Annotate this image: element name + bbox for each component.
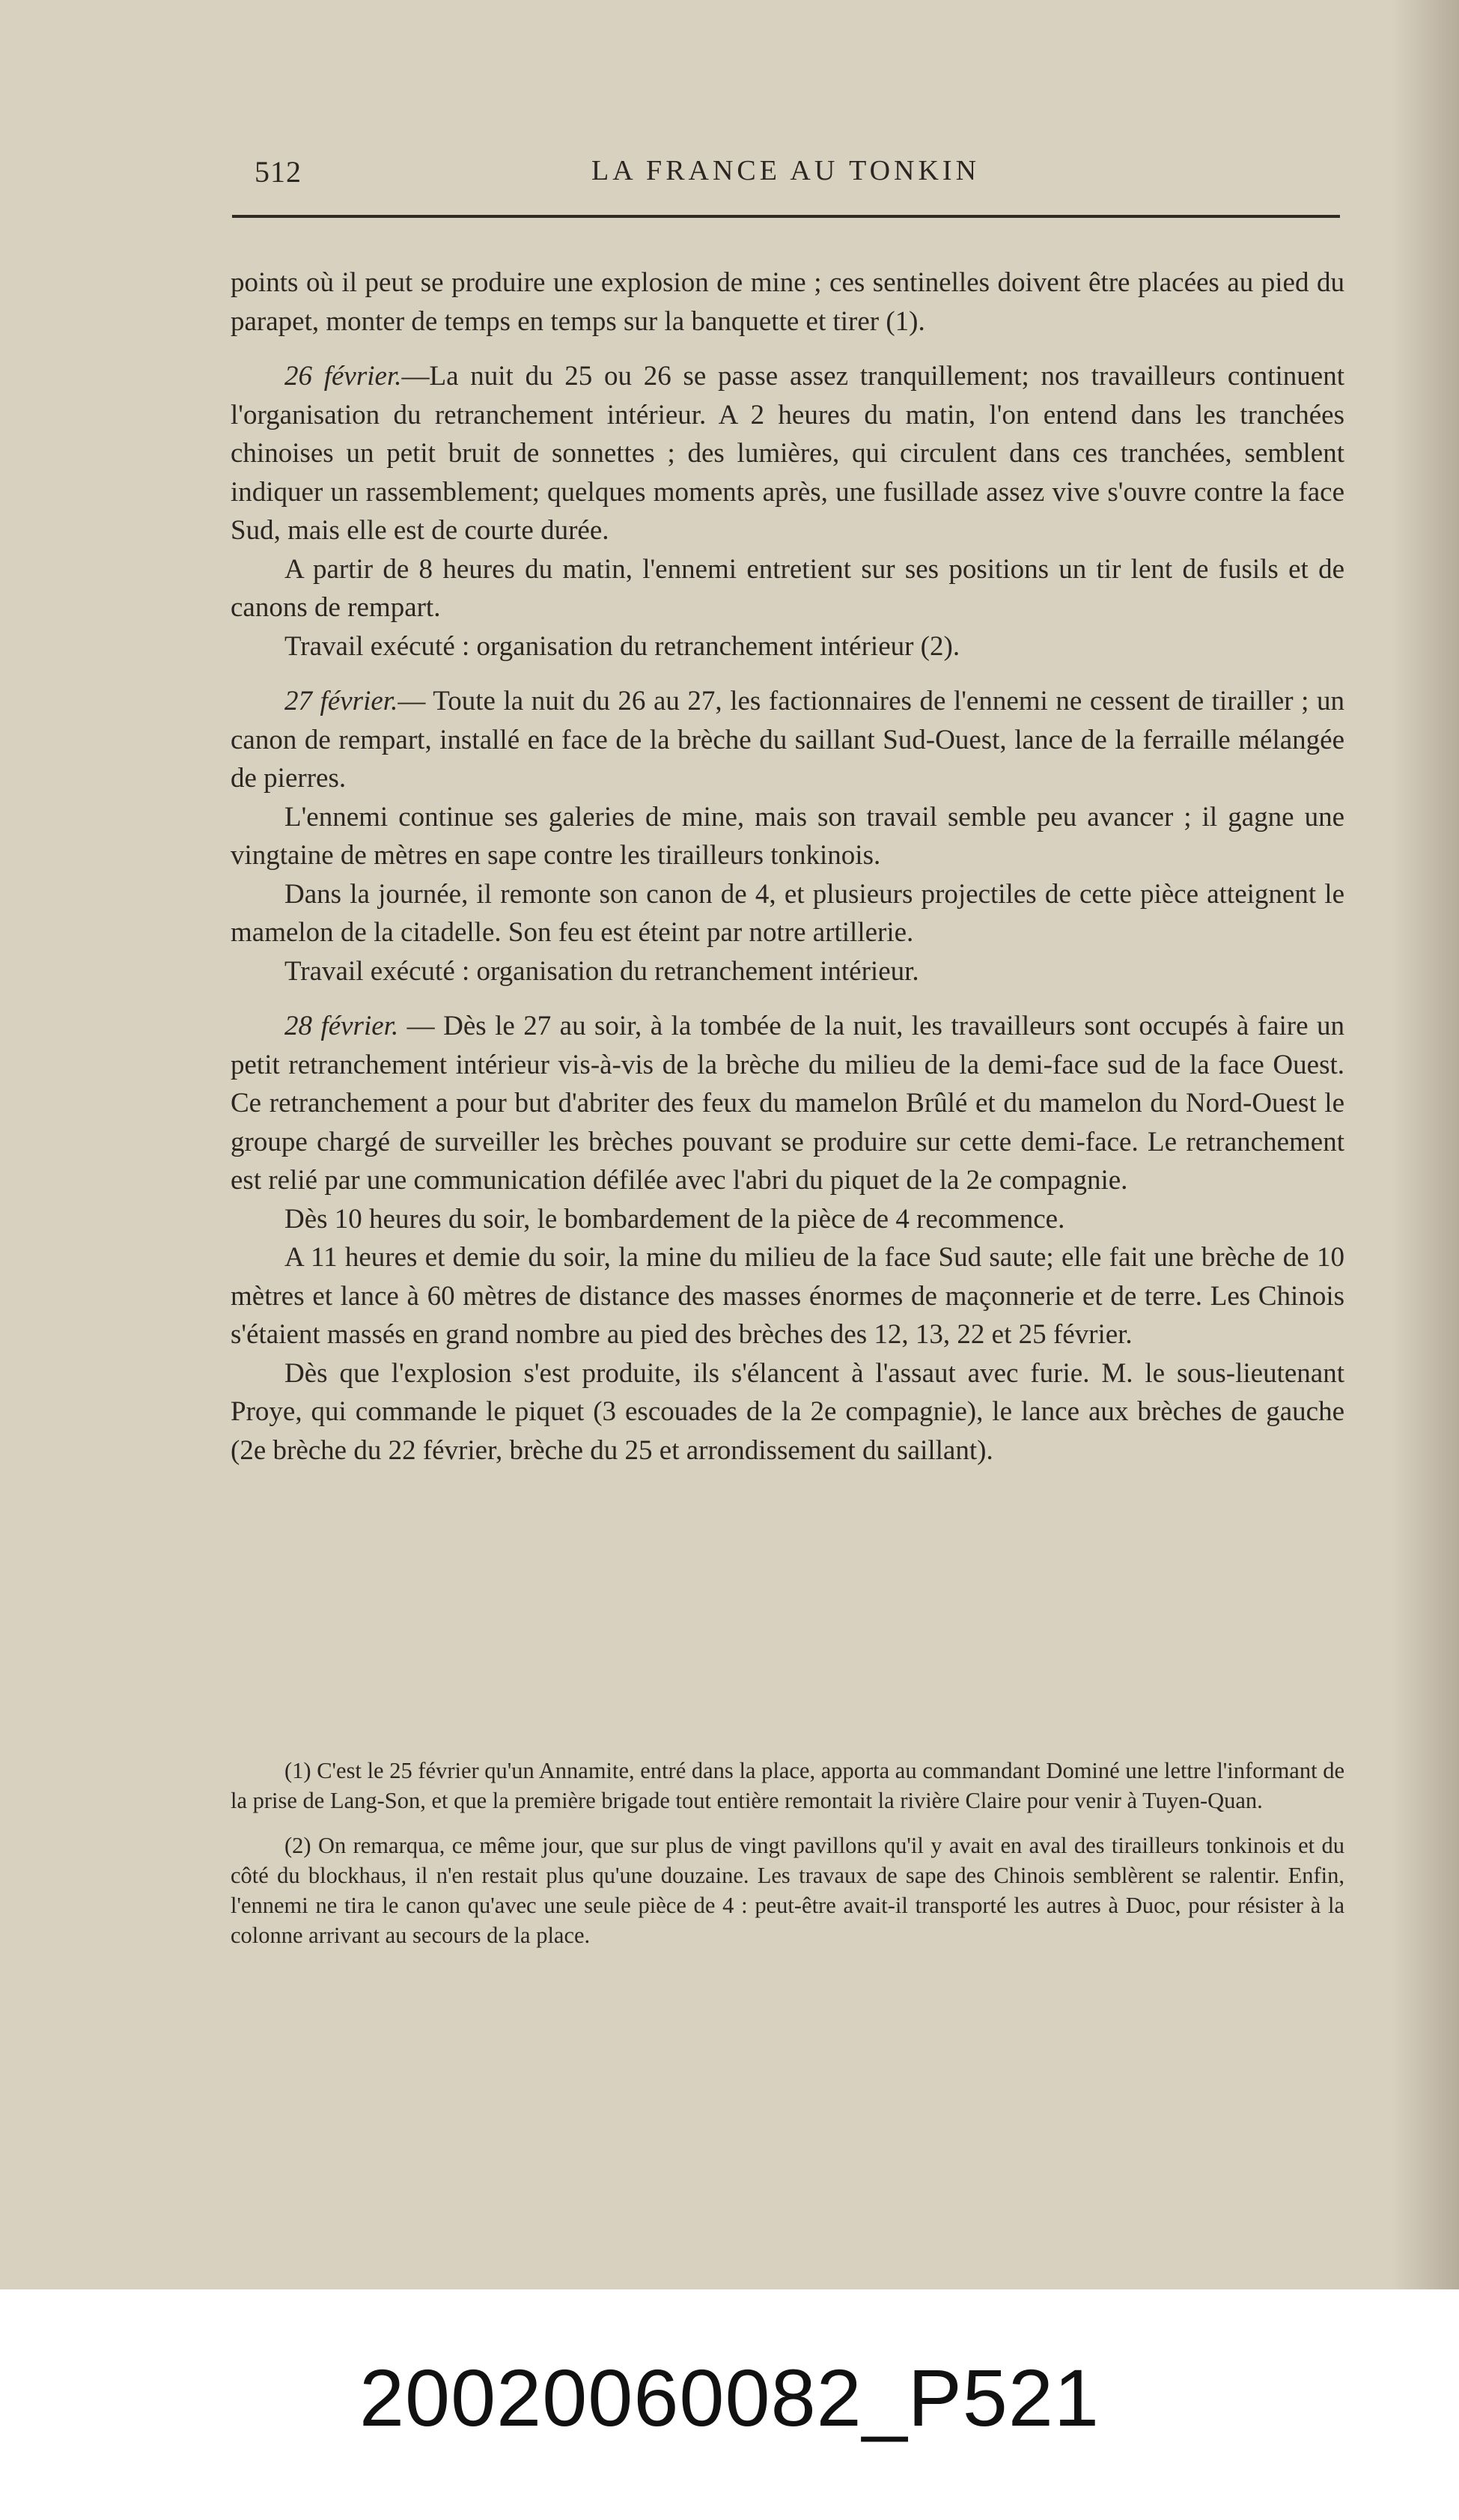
paragraph-28-text: — Dès le 27 au soir, à la tombée de la nuit, les travailleurs sont occupés à faire un petit retranchement intérieur vis-à-vis de la brèche du milieu de la demi-face sud de la face Ouest. Ce retranchement a pour but d'abriter des feux du mamelon Brûlé et du mamelon du Nord-Ouest le groupe chargé de surveiller les brèches pouvant se produire sur cette demi-face. Le retranchement est relié par une communication défilée avec l'abri du piquet de la 2e compagnie. bbox=[231, 1011, 1344, 1196]
date-26-fevrier: 26 février. bbox=[284, 361, 402, 392]
footnotes bbox=[231, 1756, 1344, 1950]
header-rule bbox=[232, 215, 1340, 218]
paragraph-28-fevrier bbox=[231, 1007, 1344, 1200]
paragraph-26-fevrier bbox=[231, 357, 1344, 550]
paragraph-tir-lent: A partir de 8 heures du matin, l'ennemi entretient sur ses positions un tir lent de fusils et de canons de rempart. bbox=[231, 553, 1344, 623]
footnote-2: (2) On remarqua, ce même jour, que sur plus de vingt pavillons qu'il y avait en aval des tirailleurs tonkinois et du côté du blockhaus, il n'en restait plus qu'une douzaine. Les travaux de sape des Chinois semblèrent se ralentir. Enfin, l'ennemi ne tira le canon qu'avec une seule pièce de 4 : peut-être avait-il transporté les autres à Duoc, pour résister à la colonne arrivant au secours de la place. bbox=[231, 1833, 1344, 1948]
date-28-fevrier: 28 février. bbox=[284, 1011, 399, 1041]
paragraph-continuation: points où il peut se produire une explosion de mine ; ces sentinelles doivent être placées au pied du parapet, monter de temps en temps sur la banquette et tirer (1). bbox=[231, 267, 1344, 337]
date-27-fevrier: 27 février. bbox=[284, 686, 398, 716]
paragraph-27-fevrier bbox=[231, 682, 1344, 798]
paragraph-travail-1: Travail exécuté : organisation du retranchement intérieur (2). bbox=[284, 630, 960, 662]
footnote-1: (1) C'est le 25 février qu'un Annamite, entré dans la place, apporta au commandant Dominé une lettre l'informant de la prise de Lang-Son, et que la première brigade tout entière remontait la rivière Claire pour venir à Tuyen-Quan. bbox=[231, 1758, 1344, 1813]
paragraph-canon: Dans la journée, il remonte son canon de 4, et plusieurs projectiles de cette pièce atteignent le mamelon de la citadelle. Son feu est éteint par notre artillerie. bbox=[231, 878, 1344, 948]
running-head bbox=[232, 148, 1340, 193]
catalog-label: 20020060082_P521 bbox=[359, 2352, 1100, 2443]
paragraph-27-text: — Toute la nuit du 26 au 27, les factionnaires de l'ennemi ne cessent de tirailler ; un canon de rempart, installé en face de la brèche du saillant Sud-Ouest, lance de la ferraille mélangée de pierres. bbox=[231, 686, 1344, 794]
paragraph-26-text: —La nuit du 25 ou 26 se passe assez tranquillement; nos travailleurs continuent l'organisation du retranchement intérieur. A 2 heures du matin, l'on entend dans les tranchées chinoises un petit bruit de sonnettes ; des lumières, qui circulent dans ces tranchées, semblent indiquer un rassemblement; quelques moments après, une fusillade assez vive s'ouvre contre la face Sud, mais elle est de courte durée. bbox=[231, 361, 1344, 546]
paragraph-mine: A 11 heures et demie du soir, la mine du milieu de la face Sud saute; elle fait une brèche de 10 mètres et lance à 60 mètres de distance des masses énormes de maçonnerie et de terre. Les Chinois s'étaient massés en grand nombre au pied des brèches des 12, 13, 22 et 25 février. bbox=[231, 1242, 1344, 1350]
paragraph-travail-2: Travail exécuté : organisation du retranchement intérieur. bbox=[284, 955, 919, 987]
paragraph-galeries: L'ennemi continue ses galeries de mine, mais son travail semble peu avancer ; il gagne une vingtaine de mètres en sape contre les tirailleurs tonkinois. bbox=[231, 801, 1344, 871]
paragraph-bombardement: Dès 10 heures du soir, le bombardement de la pièce de 4 recommence. bbox=[284, 1203, 1065, 1235]
running-title: LA FRANCE AU TONKIN bbox=[591, 155, 981, 186]
body-text bbox=[231, 264, 1344, 1470]
page-number: 512 bbox=[255, 155, 302, 189]
paragraph-assaut: Dès que l'explosion s'est produite, ils s'élancent à l'assaut avec furie. M. le sous-lieutenant Proye, qui commande le piquet (3 escouades de la 2e compagnie), le lance aux brèches de gauche (2e brèche du 22 février, brèche du 25 et arrondissement du saillant). bbox=[231, 1357, 1344, 1466]
